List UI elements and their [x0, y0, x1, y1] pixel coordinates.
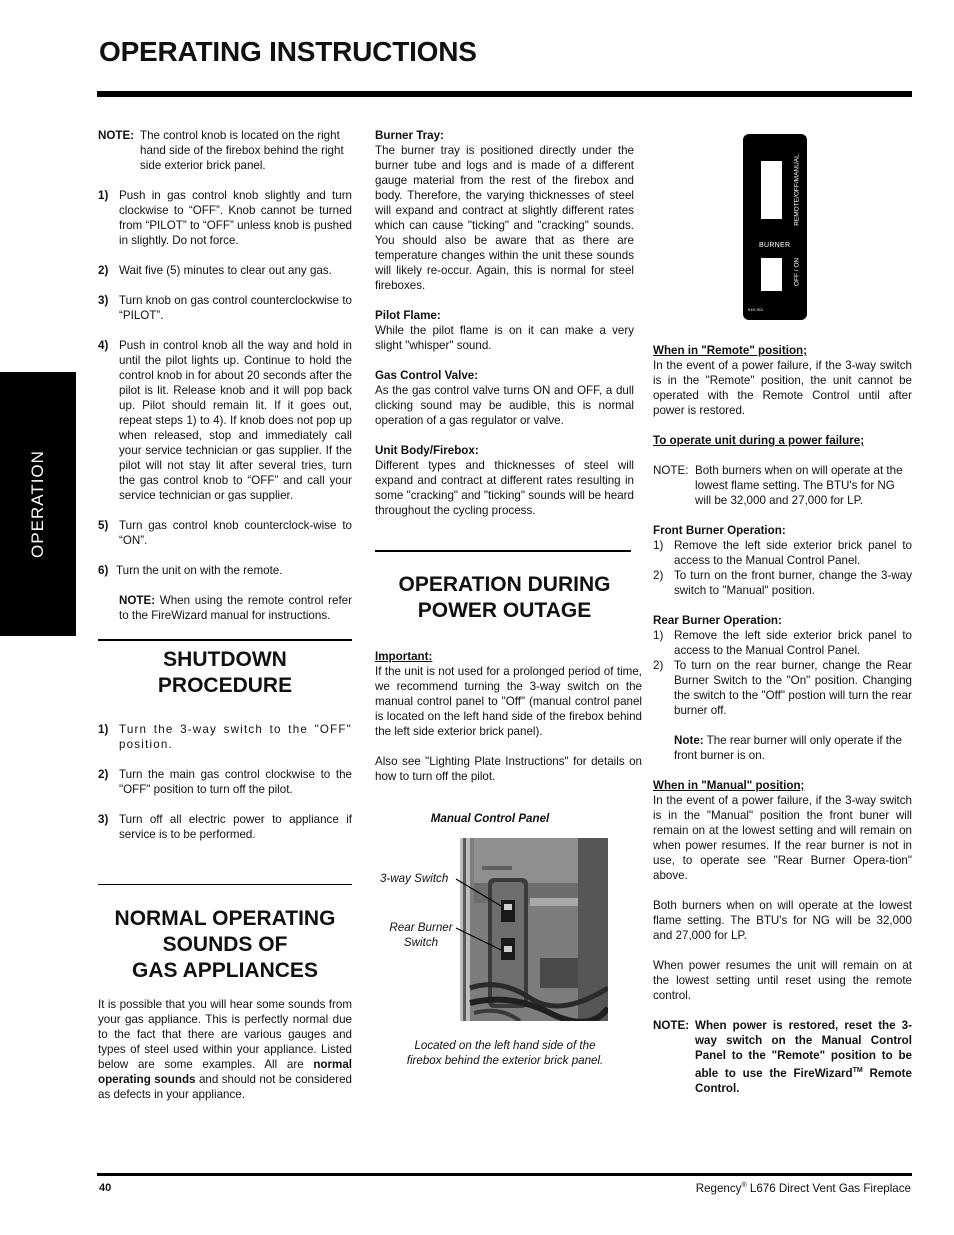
lighting-step	[98, 188, 352, 248]
page-number: 40	[99, 1182, 112, 1194]
both-burners-text: Both burners when on will operate at the lowest flame setting. The BTU's for NG will be 32,000 and 27,000 for LP.	[653, 899, 912, 942]
header-rule	[97, 91, 912, 97]
shutdown-step	[98, 722, 352, 752]
section-side-tab	[0, 372, 76, 636]
power-failure-title: To operate unit during a power failure;	[653, 434, 865, 447]
step-text: Turn the 3-way switch to the "OFF" position.	[119, 723, 352, 751]
step-text: Turn knob on gas control counterclockwise to “PILOT”.	[119, 294, 352, 322]
step-number: 2)	[98, 768, 109, 781]
note-text: The control knob is located on the right hand side of the firebox behind the right side exterior brick panel.	[140, 129, 344, 172]
step-text: Turn the main gas control clockwise to the "OFF" position to turn off the pilot.	[119, 768, 352, 796]
lighting-step	[98, 563, 352, 578]
step-number: 5)	[98, 519, 109, 532]
note-label: NOTE:	[653, 464, 689, 477]
lighting-step	[98, 293, 352, 323]
remote-position-text: In the event of a power failure, if the 3-way switch is in the "Remote" position, the unit cannot be operated with the Remote Control until after power is restored.	[653, 359, 912, 417]
note-text: The rear burner will only operate if the front burner is on.	[674, 734, 902, 762]
registered-mark: ®	[741, 1182, 747, 1190]
side-tab-label: OPERATION	[28, 450, 47, 558]
power-outage-text	[375, 649, 642, 799]
section-rule	[375, 550, 631, 552]
shutdown-heading	[98, 647, 352, 699]
sounds-text: and should not be considered as defects in your appliance.	[98, 1073, 352, 1101]
note-label: Note:	[674, 734, 704, 747]
step-text: Turn off all electric power to appliance if service is to be performed.	[119, 813, 352, 841]
remote-off-manual-switch-window	[761, 161, 782, 219]
callout-line: Rear Burner	[389, 921, 453, 934]
column-3	[653, 343, 912, 1096]
note-label: NOTE:	[98, 129, 135, 142]
figure-title: Manual Control Panel	[430, 812, 550, 825]
step-text: Remove the left side exterior brick panel to access to the Manual Control Panel.	[674, 539, 912, 567]
burner-tray-title: Burner Tray:	[375, 129, 444, 142]
pilot-flame-text: While the pilot flame is on it can make a very slight "whisper" sound.	[375, 324, 634, 352]
column-2	[375, 128, 634, 533]
step-number: 3)	[98, 813, 109, 826]
note-label: NOTE:	[653, 1019, 690, 1032]
callout-3-way-switch: 3-way Switch	[380, 872, 449, 885]
caption-line: firebox behind the exterior brick panel.	[406, 1054, 604, 1067]
step-text: Push in control knob all the way and hold in until the pilot lights up. Continue to hold the control knob in for about 20 seconds after the pilot is lit. Release knob and it will pop back up. Pilot should remain lit. If it goes out, repeat steps 1) to 4). If knob does not pop up when released, stop and immediately call your service technician or gas supplier. If the pilot will not stay lit after several tries, turn the gas control knob to “OFF” and call your service technician or gas supplier.	[119, 339, 352, 502]
section-rule	[98, 884, 352, 885]
step-number: 6)	[98, 564, 109, 577]
front-burner-title: Front Burner Operation:	[653, 524, 786, 537]
final-note	[653, 1018, 912, 1096]
heading-line: SHUTDOWN	[163, 648, 287, 671]
step-number: 2)	[653, 659, 664, 672]
step-text: To turn on the front burner, change the 3-way switch to "Manual" position.	[674, 569, 912, 597]
lighting-step	[98, 263, 352, 278]
step-text: Wait five (5) minutes to clear out any gas.	[119, 264, 332, 277]
panel-label-top: REMOTE/OFF/MANUAL	[793, 154, 801, 226]
callout-rear-burner-switch	[381, 920, 461, 950]
power-failure-note	[653, 463, 912, 508]
figure-caption	[375, 1038, 635, 1068]
footer-rule	[97, 1173, 912, 1176]
sounds-heading	[98, 906, 352, 984]
note-text-part: Remote Control.	[695, 1066, 912, 1095]
remote-position-title: When in "Remote" position;	[653, 344, 807, 357]
step-text: Push in gas control knob slightly and turn clockwise to “OFF”. Knob cannot be turned from “PILOT” to “OFF” unless knob is pushed in slightly. Do not force.	[119, 189, 352, 247]
trademark-mark: TM	[852, 1067, 863, 1074]
note-text-part: When power is restored, reset the 3-way switch on the Manual Control Panel to the "Remote" position to be able to use the FireWizard	[695, 1019, 912, 1080]
switch-plate	[743, 134, 807, 320]
panel-label-burner: BURNER	[759, 242, 791, 249]
section-rule	[98, 639, 352, 641]
heading-line: SOUNDS OF	[162, 933, 288, 956]
remote-note	[119, 593, 352, 623]
heading-line: OPERATION DURING	[398, 573, 611, 596]
caption-line: Located on the left hand side of the	[414, 1039, 596, 1052]
manual-position-title: When in "Manual" position;	[653, 779, 805, 792]
note-text	[695, 1018, 912, 1096]
step-number: 1)	[653, 629, 664, 642]
shutdown-step	[98, 812, 352, 842]
sounds-intro	[98, 997, 352, 1102]
power-resume-text: When power resumes the unit will remain on at the lowest setting until reset using the remote control.	[653, 959, 912, 1002]
heading-line: PROCEDURE	[157, 674, 293, 697]
heading-line: NORMAL OPERATING	[114, 907, 336, 930]
heading-line: POWER OUTAGE	[417, 599, 592, 622]
rear-burner-step	[653, 628, 912, 658]
note-text: Both burners when on will operate at the lowest flame setting. The BTU's for NG will be 32,000 and 27,000 for LP.	[695, 464, 903, 507]
front-burner-step	[653, 538, 912, 568]
manual-position-text: In the event of a power failure, if the 3-way switch is in the "Manual" position the front buner will remain on at the lowest setting and will remain on when power resumes. If the rear burner is not in use, to operate see "Rear Burner Opera-tion" above.	[653, 794, 912, 882]
column-1	[98, 128, 352, 638]
step-number: 1)	[98, 189, 109, 202]
brand-name: Regency	[695, 1182, 742, 1195]
also-see-text: Also see "Lighting Plate Instructions" for details on how to turn off the pilot.	[375, 755, 642, 783]
sounds-text: It is possible that you will hear some sounds from your gas appliance. This is perfectly normal due to the fact that there are various gauges and types of steel used within your appliance. Listed below are some examples. All are	[98, 998, 352, 1071]
model-name: L676 Direct Vent Gas Fireplace	[749, 1182, 911, 1195]
rear-burner-title: Rear Burner Operation:	[653, 614, 782, 627]
sounds-text-bold: normal operating sounds	[98, 1058, 352, 1086]
front-burner-step	[653, 568, 912, 598]
important-text: If the unit is not used for a prolonged period of time, we recommend turning the 3-way switch on the manual control panel to "Off" (manual control panel is located on the left hand side of the firebox behind the left side exterior brick panel).	[375, 665, 642, 738]
page-title: OPERATING INSTRUCTIONS	[99, 36, 477, 67]
step-text: Turn gas control knob counterclock-wise to “ON”.	[119, 519, 352, 547]
burner-tray-text: The burner tray is positioned directly under the burner tube and logs and is made of a different gauge material from the rest of the firebox and body. Therefore, the varying thicknesses of steel will expand and contract at slightly different rates which can cause "ticking" and "cracking" sounds. You should also be aware that as there are temperature changes within the unit these sounds will likely re-occur. Again, this is normal for steel fireboxes.	[375, 144, 634, 292]
step-number: 4)	[98, 339, 109, 352]
footer-brand	[696, 1182, 911, 1195]
control-knob-note	[98, 128, 352, 173]
panel-label-onoff: OFF / ON	[793, 257, 801, 287]
step-number: 2)	[653, 569, 664, 582]
step-number: 1)	[98, 723, 109, 736]
gas-valve-text: As the gas control valve turns ON and OFF, a dull clicking sound may be audible, this is normal operation of a gas regulator or valve.	[375, 384, 634, 427]
heading-line: GAS APPLIANCES	[132, 959, 318, 982]
step-number: 1)	[653, 539, 664, 552]
shutdown-step	[98, 767, 352, 797]
burner-switch-window	[761, 258, 782, 291]
lighting-step	[98, 518, 352, 548]
important-label: Important:	[375, 650, 433, 663]
unit-body-text: Different types and thicknesses of steel will expand and contract at different rates resulting in some "cracking" and "ticking" sounds will be heard throughout the cycling process.	[375, 459, 634, 517]
callout-line: Switch	[403, 936, 439, 949]
note-label: NOTE:	[119, 594, 156, 607]
shutdown-steps	[98, 722, 352, 857]
gas-valve-title: Gas Control Valve:	[375, 369, 479, 382]
callout-lines	[455, 870, 505, 955]
note-text: When using the remote control refer to the FireWizard manual for instructions.	[119, 594, 352, 622]
power-outage-heading	[375, 572, 634, 624]
unit-body-title: Unit Body/Firebox:	[375, 444, 479, 457]
rear-burner-note	[674, 733, 912, 763]
step-text: To turn on the rear burner, change the Rear Burner Switch to the "On" position. Changing the switch to the "Off" postion will turn the rear burner off.	[674, 659, 912, 717]
pilot-flame-title: Pilot Flame:	[375, 309, 441, 322]
rear-burner-step	[653, 658, 912, 718]
step-text: Turn the unit on with the remote.	[116, 564, 283, 577]
step-text: Remove the left side exterior brick panel to access to the Manual Control Panel.	[674, 629, 912, 657]
panel-code: 919-763	[748, 307, 763, 312]
step-number: 3)	[98, 294, 109, 307]
step-number: 2)	[98, 264, 109, 277]
lighting-step	[98, 338, 352, 503]
